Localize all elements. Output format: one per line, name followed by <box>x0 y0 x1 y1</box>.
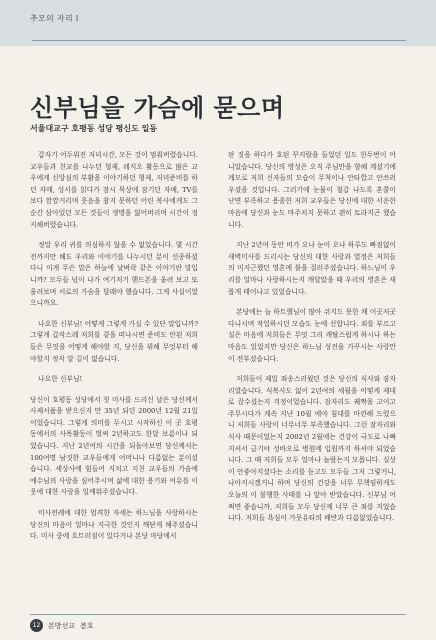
text-column-left <box>30 150 198 610</box>
paragraph: 갑자기 어두워진 저녁시간, 모든 것이 멈춰버렸습니다. 교우들과 친교를 나누던 형제, 레지오 활동으로 많은 교우에게 신앙심의 부활을 이야기하던 형제, 저녁준비를 하던 자매, 성서를 읽다가 잠시 묵상에 잠기던 자매, TV를 보다 깜깜거리며 웃음을 참지 못하던 어린 복사에게도 그 순간 삼아있던 모든 것들이 생명을 잃어버리며 시간이 정지해버렸습니다. <box>30 151 198 229</box>
text-column-right <box>228 150 396 610</box>
issue-label: 봄호 <box>80 621 94 630</box>
article-title: 신부님을 가슴에 묻으며 <box>30 94 285 122</box>
header-rule <box>32 40 406 41</box>
page-footer <box>30 619 94 632</box>
paragraph: 미사전례에 대한 엄격한 자세는 하느님을 사랑하시는 당신의 마음이 얼마나 지극한 것인지 깨닫게 해주셨습니다. 미사 중에 흐트러짐이 있다거나 본당 마당에서 <box>30 509 198 541</box>
paragraph: 나요한 신부님! <box>38 375 83 384</box>
magazine-name: 본방선교 <box>48 621 76 630</box>
section-label: 추모의 자리 Ⅰ <box>30 14 79 23</box>
footer-rule <box>30 614 406 615</box>
paragraph: 당신이 호평동 성당에서 첫 미사를 드리신 날은 당신께서 사제서품을 받으신지 만 35년 되던 2000년 12월 21일 이었습니다. 그렇게 의미를 두시고 시작하신 이 곳 호평동에서의 사목활동이 벌써 2년하고도 한달 보름이나 되었습니다. 지난 2년여의 시간을 되돌아보면 당신께서는 100여명 남짓한 교우들에게 어머니나 다름없는 분이셨습니다. 세상사에 힘들어 지치고 지친 교우들의 가슴에 예수님의 사랑을 심어주시며 삶에 대한 용기와 여유를 이웃에 대한 사랑을 일깨워주셨습니다. <box>30 395 198 497</box>
page-number: 12 <box>30 619 43 632</box>
paragraph: 지난 2년여 동안 비가 오나 눈이 오나 하루도 빠짐없이 새벽미사를 드리시는 당신의 대한 사랑과 열정은 저희들의 미지근했던 영혼에 불을 질러주셨습니다. 하느님이 우리를 얼마나 사랑하시는지 깨달았을 때 우리의 영혼은 새롭게 태어나고 있었습니다. <box>228 241 396 296</box>
paragraph: 본당에는 늘 하트했님이 많아 쉬지도 못한 채 이곳저곳 다니시며 작업하시던 모습도 눈에 선합니다. 죄를 부르고 실은 마음에 저희들은 무엇 그리 캐탈스럽게 하시나 하는 마음도 있었지만 당신은 하느님 성전을 가꾸시는 사랑만이 전부셨습니다. <box>228 308 396 363</box>
paragraph: 저희들이 제일 죄송스러웠던 것은 당신의 식사와 잠자리였습니다. 식복사도 없이 2년여의 세월을 어떻게 제대로 잡수셨는지 걱정이었습니다. 잠자리도 궤짝을 고이고 주무시다가 계속 지난 10월 에야 침대를 마련해 드렸으니 저희들 사랑이 너무너무 부족했습니다. 그런 잠자리와 식사 때문이었는지 2002년 2월에는 건강이 극도로 나빠지셔서 급기야 성바오로 병원에 입원까지 하셔야 되었습니다. 그 때 저희들 모두 얼마나 놀랐는지 모릅니다. 실상이 안좋아지셨다는 소리를 듣고도 모두들 그저 그렇거니, 나아지시겠거니 하며 당신의 건강을 너무 무책임하게도 오늘의 이 불행한 사태를 나 앞아 받았습니다. 신부님 어쩌면 좋습니까, 저희들 모두 당신께 너무 큰 죄를 지었습니다. 저희들 욕심이 가뭇유타의 배반과 다름없었습니다. <box>228 375 396 523</box>
paragraph: 판 짓을 하다가 호된 꾸지람을 들었던 일도 한두번이 아니었습니다. 당신의 영성은 오직 주님만을 향해 계셨기에 계모로 저희 신자들의 모습이 무척이나 안타깝고 안쓰러우셨을 것입니다. 그러기에 눈물이 철갑 나도록 혼쭐이 난면 부족하고 용졸한 저희 교우들은 당신에 대한 서운한 마음에 당신과 눈도 마주치지 못하고 괜히 토라지곤 했습니다. <box>228 151 396 229</box>
paragraph: 정말 우리 귀를 의심하지 않을 수 없었습니다. 몇 시간 전까지만 해도 우리와 이야기를 나누시던 분이 선종하셨다니 이게 무슨 말은 하늘에 날벼락 같은 이야기란 말입니까? 모두들 넋이 나가 여기저기 핸드폰을 울려 보고 또 울려보며 서로의 가슴을 달래야 했습니다. 그게 사실이었으니까요. <box>30 241 198 308</box>
paragraph: 나요한 신부님! 어떻게 그렇게 가실 수 있단 말입니까? 그렇게 갑작스레 저희를 곁을 떠나시면 준비도 안된 저희들은 무엇을 어떻게 해야할 지, 당신을 위해 무엇부터 해야할지 정작 알 길이 없습니다. <box>30 319 198 363</box>
article-byline: 서울대교구 호평동 성당 평신도 일동 <box>30 124 158 133</box>
